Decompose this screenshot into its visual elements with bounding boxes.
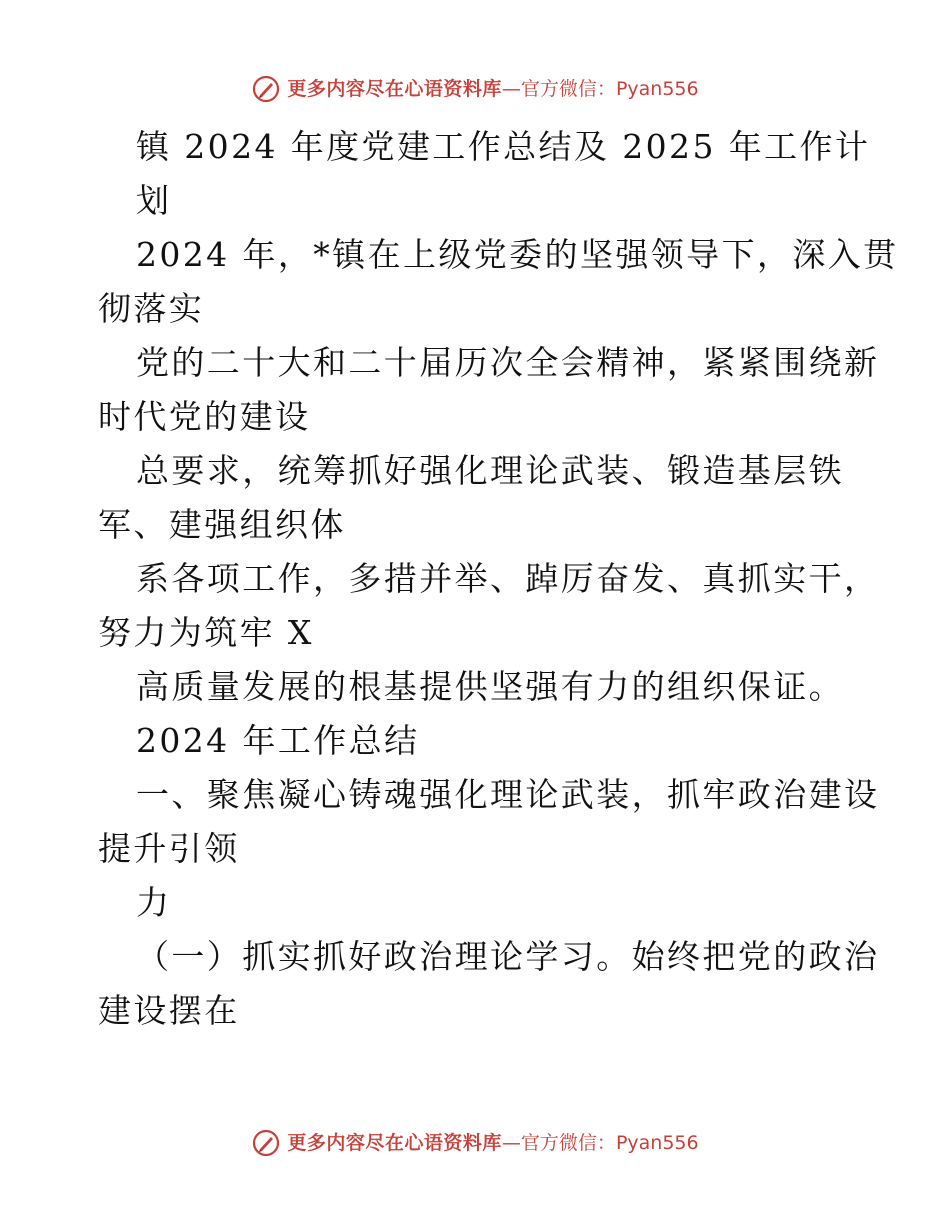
banner-wechat-id: Pyan556 [615, 78, 699, 100]
doc-paragraph-line: 军、建强组织体 [98, 505, 346, 544]
footer-watermark [0, 1128, 950, 1158]
doc-paragraph-line: （一）抓实抓好政治理论学习。始终把党的政治 [136, 937, 880, 976]
subsection-heading-line-1: 一、聚焦凝心铸魂强化理论武装，抓牢政治建设 [136, 775, 880, 814]
doc-title-line-1: 镇 2024 年度党建工作总结及 2025 年工作计 [136, 127, 871, 166]
pen-logo-icon [251, 74, 281, 104]
doc-paragraph-line: 党的二十大和二十届历次全会精神，紧紧围绕新 [136, 343, 880, 382]
subsection-heading-line-2: 提升引领 [98, 829, 240, 868]
header-watermark [0, 74, 950, 104]
section-heading: 2024 年工作总结 [136, 721, 420, 760]
doc-paragraph-line: 建设摆在 [98, 991, 240, 1030]
banner-main-text: 更多内容尽在心语资料库 [287, 78, 502, 100]
doc-paragraph-line: 时代党的建设 [98, 397, 311, 436]
doc-paragraph-line: 系各项工作，多措并举、踔厉奋发、真抓实干， [136, 559, 880, 598]
doc-paragraph-line: 总要求，统筹抓好强化理论武装、锻造基层铁 [136, 451, 844, 490]
doc-paragraph-line: 高质量发展的根基提供坚强有力的组织保证。 [136, 667, 844, 706]
doc-title-line-2: 划 [136, 181, 172, 220]
subsection-heading-line-3: 力 [136, 883, 172, 922]
banner-sub-text: 官方微信： [520, 1132, 616, 1154]
banner-wechat-id: Pyan556 [615, 1132, 699, 1154]
document-body [98, 120, 899, 1038]
banner-dash: — [501, 1132, 521, 1154]
doc-paragraph-line: 努力为筑牢 X [98, 613, 314, 652]
pen-logo-icon [251, 1128, 281, 1158]
doc-paragraph-line: 2024 年，*镇在上级党委的坚强领导下，深入贯 [136, 235, 899, 274]
banner-main-text: 更多内容尽在心语资料库 [287, 1132, 502, 1154]
banner-dash: — [501, 78, 521, 100]
doc-paragraph-line: 彻落实 [98, 289, 205, 328]
banner-sub-text: 官方微信： [520, 78, 616, 100]
